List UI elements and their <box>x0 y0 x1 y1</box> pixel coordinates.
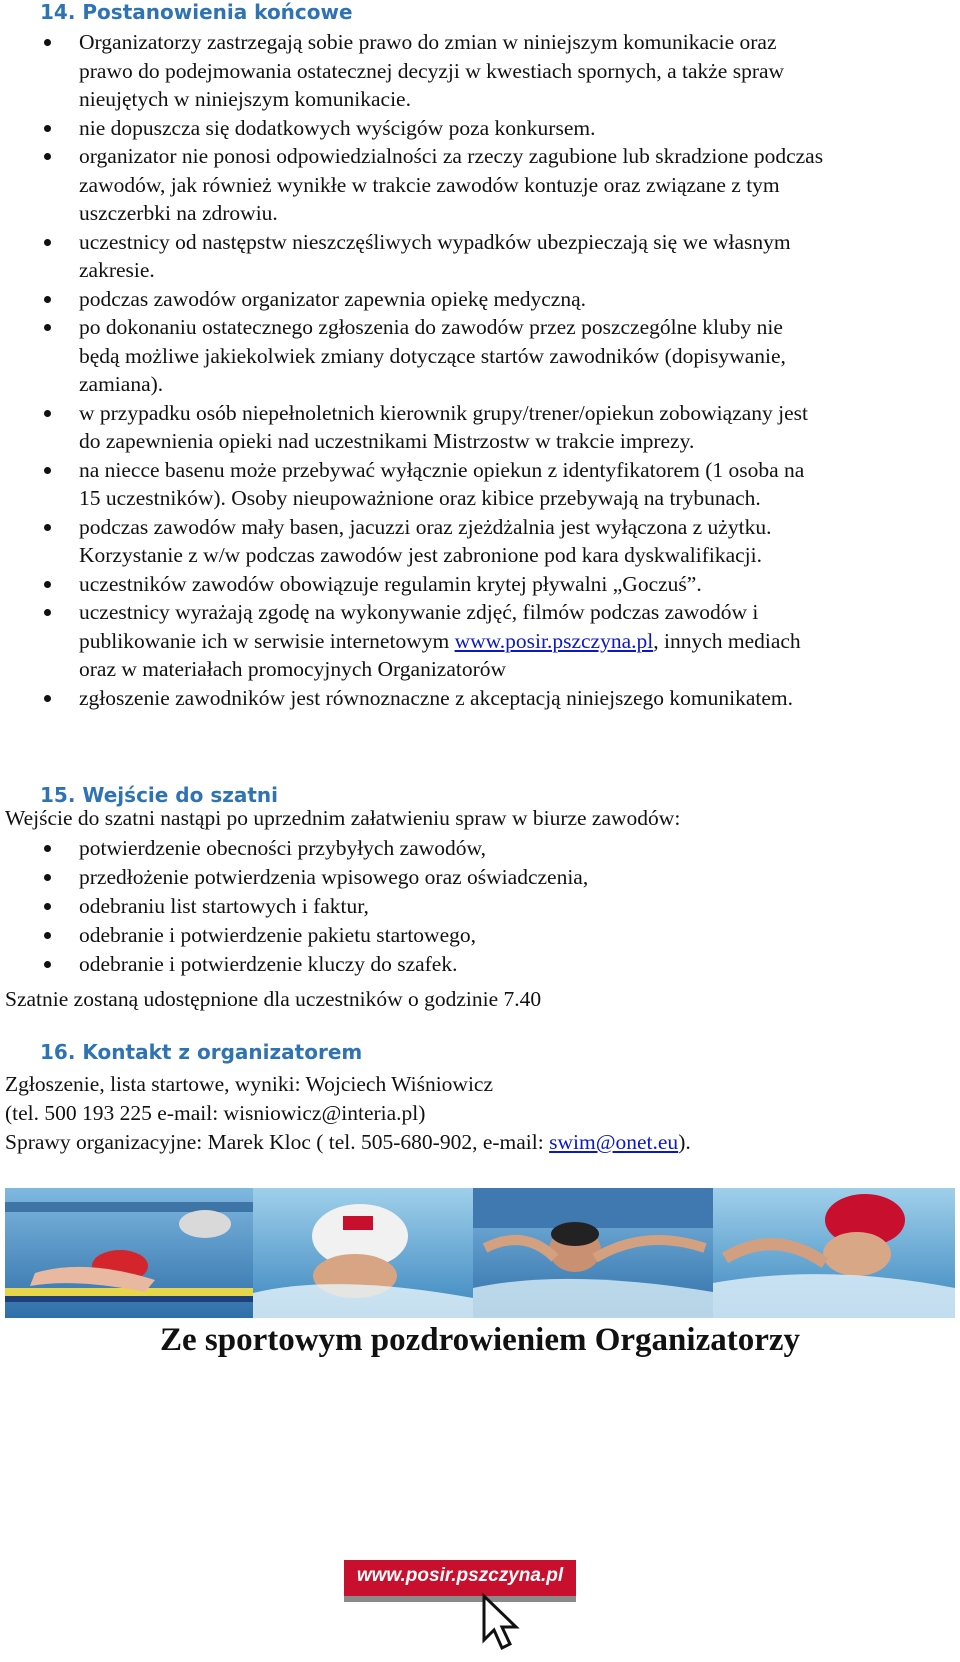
list-item-line: oraz w materiałach promocyjnych Organizatorów <box>79 657 507 681</box>
contact-line-2: (tel. 500 193 225 e-mail: wisniowicz@interia.pl) <box>5 1101 426 1125</box>
list-item-line: nie dopuszcza się dodatkowych wyścigów poza konkursem. <box>79 115 596 140</box>
bullet-icon <box>44 153 51 160</box>
list-item-line: na niecce basenu może przebywać wyłącznie opiekun z identyfikatorem (1 osoba na <box>79 457 805 482</box>
list-item-line: odebranie i potwierdzenie kluczy do szafek. <box>79 952 458 976</box>
bullet-icon <box>44 125 51 132</box>
list-item-text: publikowanie ich w serwisie internetowym <box>79 628 455 653</box>
list-item-line: organizator nie ponosi odpowiedzialności za rzeczy zagubione lub skradzione podczas <box>79 144 824 168</box>
bullet-icon <box>44 961 51 968</box>
list-item-line: będą możliwe jakiekolwiek zmiany dotyczące startów zawodników (dopisywanie, <box>79 343 786 368</box>
list-item-line: do zapewnienia opieki nad uczestnikami Mistrzostw w trakcie imprezy. <box>79 429 695 453</box>
list-item-line: podczas zawodów mały basen, jacuzzi oraz zjeżdżalnia jest wyłączona z użytku. <box>79 514 772 539</box>
posir-logo <box>340 1560 580 1657</box>
list-item-line: uczestników zawodów obowiązuje regulamin krytej pływalni „Goczuś”. <box>79 571 702 596</box>
bullet-icon <box>44 524 51 531</box>
list-item-line: odebranie i potwierdzenie pakietu startowego, <box>79 923 477 947</box>
bullet-icon <box>44 410 51 417</box>
bullet-icon <box>44 845 51 852</box>
email-link[interactable]: swim@onet.eu <box>549 1130 679 1154</box>
bullet-icon <box>44 695 51 702</box>
list-item-line: uczestnicy od następstw nieszczęśliwych wypadków ubezpieczają się we własnym <box>79 229 791 254</box>
bullet-icon <box>44 467 51 474</box>
photo-1 <box>5 1188 253 1318</box>
list-item-line: zgłoszenie zawodników jest równoznaczne z akceptacją niniejszego komunikatem. <box>79 685 793 710</box>
list-item-line: w przypadku osób niepełnoletnich kierownik grupy/trener/opiekun zobowiązany jest <box>79 400 809 425</box>
list-item-line: zamiana). <box>79 372 164 396</box>
bullet-icon <box>44 932 51 939</box>
bullet-icon <box>44 609 51 616</box>
contact-line-3-end: ). <box>678 1130 691 1154</box>
website-link[interactable]: www.posir.pszczyna.pl <box>454 628 654 653</box>
bullet-icon <box>44 874 51 881</box>
swimmer-photo-banner <box>5 1188 955 1318</box>
contact-line-3 <box>5 1128 691 1156</box>
list-item-line: po dokonaniu ostatecznego zgłoszenia do zawodów przez poszczególne kluby nie <box>79 315 783 339</box>
contact-line-3-text: Sprawy organizacyjne: Marek Kloc ( tel. 505-680-902, e-mail: <box>5 1130 550 1154</box>
list-item-line: zakresie. <box>79 258 155 282</box>
section-15-intro: Wejście do szatni nastąpi po uprzednim załatwieniu spraw w biurze zawodów: <box>5 806 681 830</box>
section-16-heading: 16. Kontakt z organizatorem <box>40 1040 363 1064</box>
section-15-heading: 15. Wejście do szatni <box>40 783 279 807</box>
photo-2 <box>253 1188 473 1318</box>
bullet-icon <box>44 581 51 588</box>
list-item-line: zawodów, jak również wynikłe w trakcie zawodów kontuzje oraz związane z tym <box>79 172 780 197</box>
logo-text: www.posir.pszczyna.pl <box>356 1565 564 1586</box>
photo-3 <box>473 1188 713 1318</box>
list-item-line: Organizatorzy zastrzegają sobie prawo do zmian w niniejszym komunikacie oraz <box>79 30 777 54</box>
list-item-line: 15 uczestników). Osoby nieupoważnione oraz kibice przebywają na trybunach. <box>79 486 761 510</box>
bullet-icon <box>44 239 51 246</box>
list-item-line: przedłożenie potwierdzenia wpisowego oraz oświadczenia, <box>79 865 589 889</box>
list-item-line: podczas zawodów organizator zapewnia opiekę medyczną. <box>79 286 587 311</box>
bullet-icon <box>44 296 51 303</box>
list-item-line: uczestnicy wyrażają zgodę na wykonywanie zdjęć, filmów podczas zawodów i <box>79 600 759 624</box>
list-item-line: uszczerbki na zdrowiu. <box>79 201 278 225</box>
list-item-line: prawo do podejmowania ostatecznej decyzji w kwestiach spornych, a także spraw <box>79 58 785 83</box>
section-15-outro: Szatnie zostaną udostępnione dla uczestników o godzinie 7.40 <box>5 987 542 1011</box>
photo-4 <box>713 1188 955 1318</box>
bullet-icon <box>44 324 51 331</box>
list-item-line <box>79 627 801 655</box>
list-item-line: nieujętych w niniejszym komunikacie. <box>79 87 411 111</box>
bullet-icon <box>44 903 51 910</box>
list-item-line: potwierdzenie obecności przybyłych zawodów, <box>79 836 486 860</box>
bullet-icon <box>44 39 51 46</box>
list-item-line: Korzystanie z w/w podczas zawodów jest zabronione pod kara dyskwalifikacji. <box>79 543 762 567</box>
section-14-heading: 14. Postanowienia końcowe <box>40 0 353 24</box>
contact-line-1: Zgłoszenie, lista startowe, wyniki: Wojciech Wiśniowicz <box>5 1072 494 1096</box>
list-item-text: , innych mediach <box>653 628 801 653</box>
closing-greeting: Ze sportowym pozdrowieniem Organizatorzy <box>159 1322 801 1358</box>
list-item-line: odebraniu list startowych i faktur, <box>79 894 369 918</box>
